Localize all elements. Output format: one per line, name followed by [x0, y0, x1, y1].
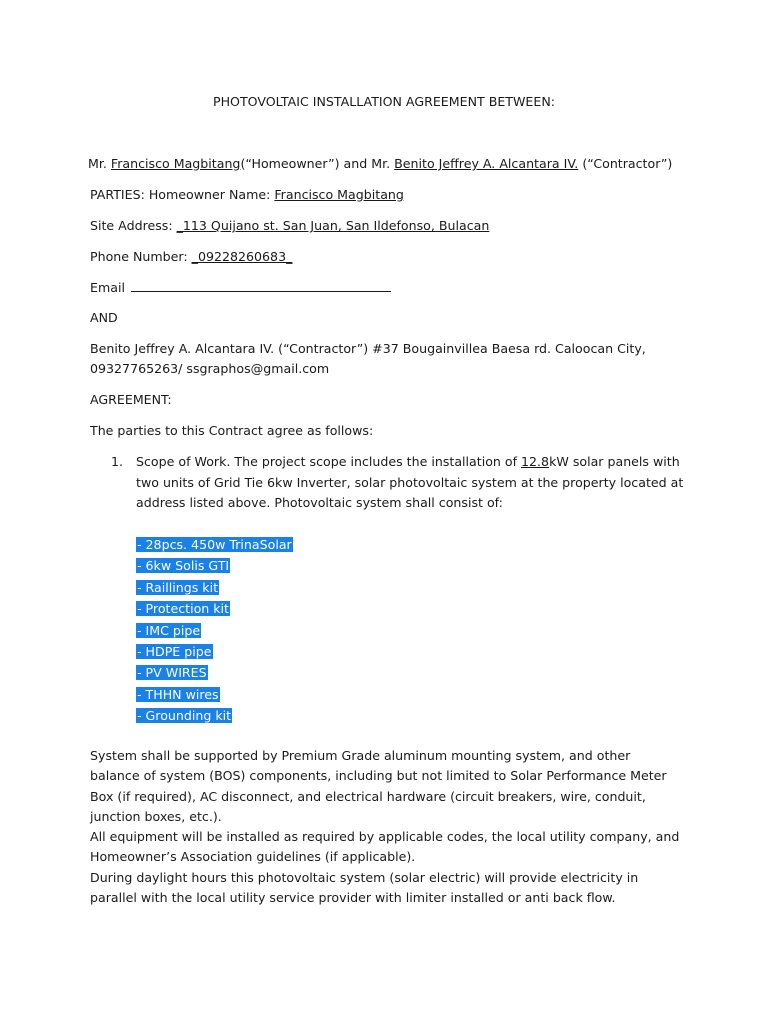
agreement-label: AGREEMENT:: [90, 392, 172, 407]
site-address-line: [90, 216, 489, 236]
component-item[interactable]: - Raillings kit: [137, 579, 219, 595]
component-item[interactable]: - Protection kit: [137, 601, 229, 617]
component-item[interactable]: - PV WIRES: [137, 665, 207, 681]
phone-label: Phone Number:: [90, 249, 192, 264]
homeowner-name: Francisco Magbitang: [110, 156, 241, 171]
list-item: [136, 641, 293, 662]
and-label: AND: [90, 310, 118, 325]
list-item: [136, 577, 293, 598]
component-item[interactable]: - IMC pipe: [137, 622, 201, 638]
support-text: System shall be supported by Premium Grade aluminum mounting system, and other balance of system (BOS) components, including but not limited to Solar Performance Meter Box (if required), AC disconnect, and electrical hardware (circuit breakers, wire, conduit, junction boxes, etc.).: [90, 748, 667, 824]
component-item[interactable]: - 6kw Solis GTI: [137, 558, 230, 574]
list-item: [136, 684, 293, 705]
site-address-value: _113 Quijano st. San Juan, San Ildefonso, Bulacan: [176, 218, 490, 233]
item-number: 1.: [111, 454, 124, 469]
email-blank: [131, 279, 391, 292]
codes-text: All equipment will be installed as required by applicable codes, the local utility company, and Homeowner’s Association guidelines (if applicable).: [90, 829, 680, 865]
contractor-role: (“Contractor”): [578, 156, 673, 171]
site-address-label: Site Address:: [90, 218, 177, 233]
component-item[interactable]: - Grounding kit: [137, 708, 232, 724]
email-line: [90, 278, 391, 298]
component-list: [136, 534, 293, 727]
scope-of-work-text: [136, 452, 696, 514]
support-paragraph: [90, 746, 680, 908]
list-item: [136, 598, 293, 619]
parties-line: [88, 154, 672, 174]
scope-pre: Scope of Work. The project scope includes the installation of: [136, 454, 522, 469]
mr-prefix: Mr.: [88, 156, 111, 171]
homeowner-name-line: [90, 185, 404, 205]
email-label: Email: [90, 280, 129, 295]
homeowner-name-value: Francisco Magbitang: [274, 187, 404, 202]
list-item: [136, 620, 293, 641]
list-item: [136, 662, 293, 683]
scope-post: kW solar panels with two units of Grid Tie 6kw Inverter, solar photovoltaic system at the property located at address listed above. Photovoltaic system shall consist of:: [136, 454, 684, 510]
scope-kw: 12.8: [521, 454, 550, 469]
phone-line: [90, 247, 292, 267]
contractor-info-line2: 09327765263/ ssgraphos@gmail.com: [90, 361, 330, 376]
document-title: PHOTOVOLTAIC INSTALLATION AGREEMENT BETWEEN:: [212, 94, 556, 109]
intro-text: The parties to this Contract agree as follows:: [90, 423, 374, 438]
list-item: [136, 705, 293, 726]
contractor-info-line1: Benito Jeffrey A. Alcantara IV. (“Contractor”) #37 Bougainvillea Baesa rd. Caloocan City,: [90, 341, 646, 356]
homeowner-role: (“Homeowner”) and Mr.: [240, 156, 395, 171]
contractor-name: Benito Jeffrey A. Alcantara IV.: [394, 156, 579, 171]
list-item: [136, 555, 293, 576]
component-item[interactable]: - 28pcs. 450w TrinaSolar: [137, 537, 292, 552]
phone-value: _09228260683_: [191, 249, 293, 264]
daylight-text: During daylight hours this photovoltaic system (solar electric) will provide electricity in parallel with the local utility service provider with limiter installed or anti back flow.: [90, 869, 639, 906]
list-item: [136, 534, 293, 555]
homeowner-name-label: PARTIES: Homeowner Name:: [90, 187, 275, 202]
component-item[interactable]: - HDPE pipe: [137, 643, 212, 659]
component-item[interactable]: - THHN wires: [137, 686, 219, 702]
